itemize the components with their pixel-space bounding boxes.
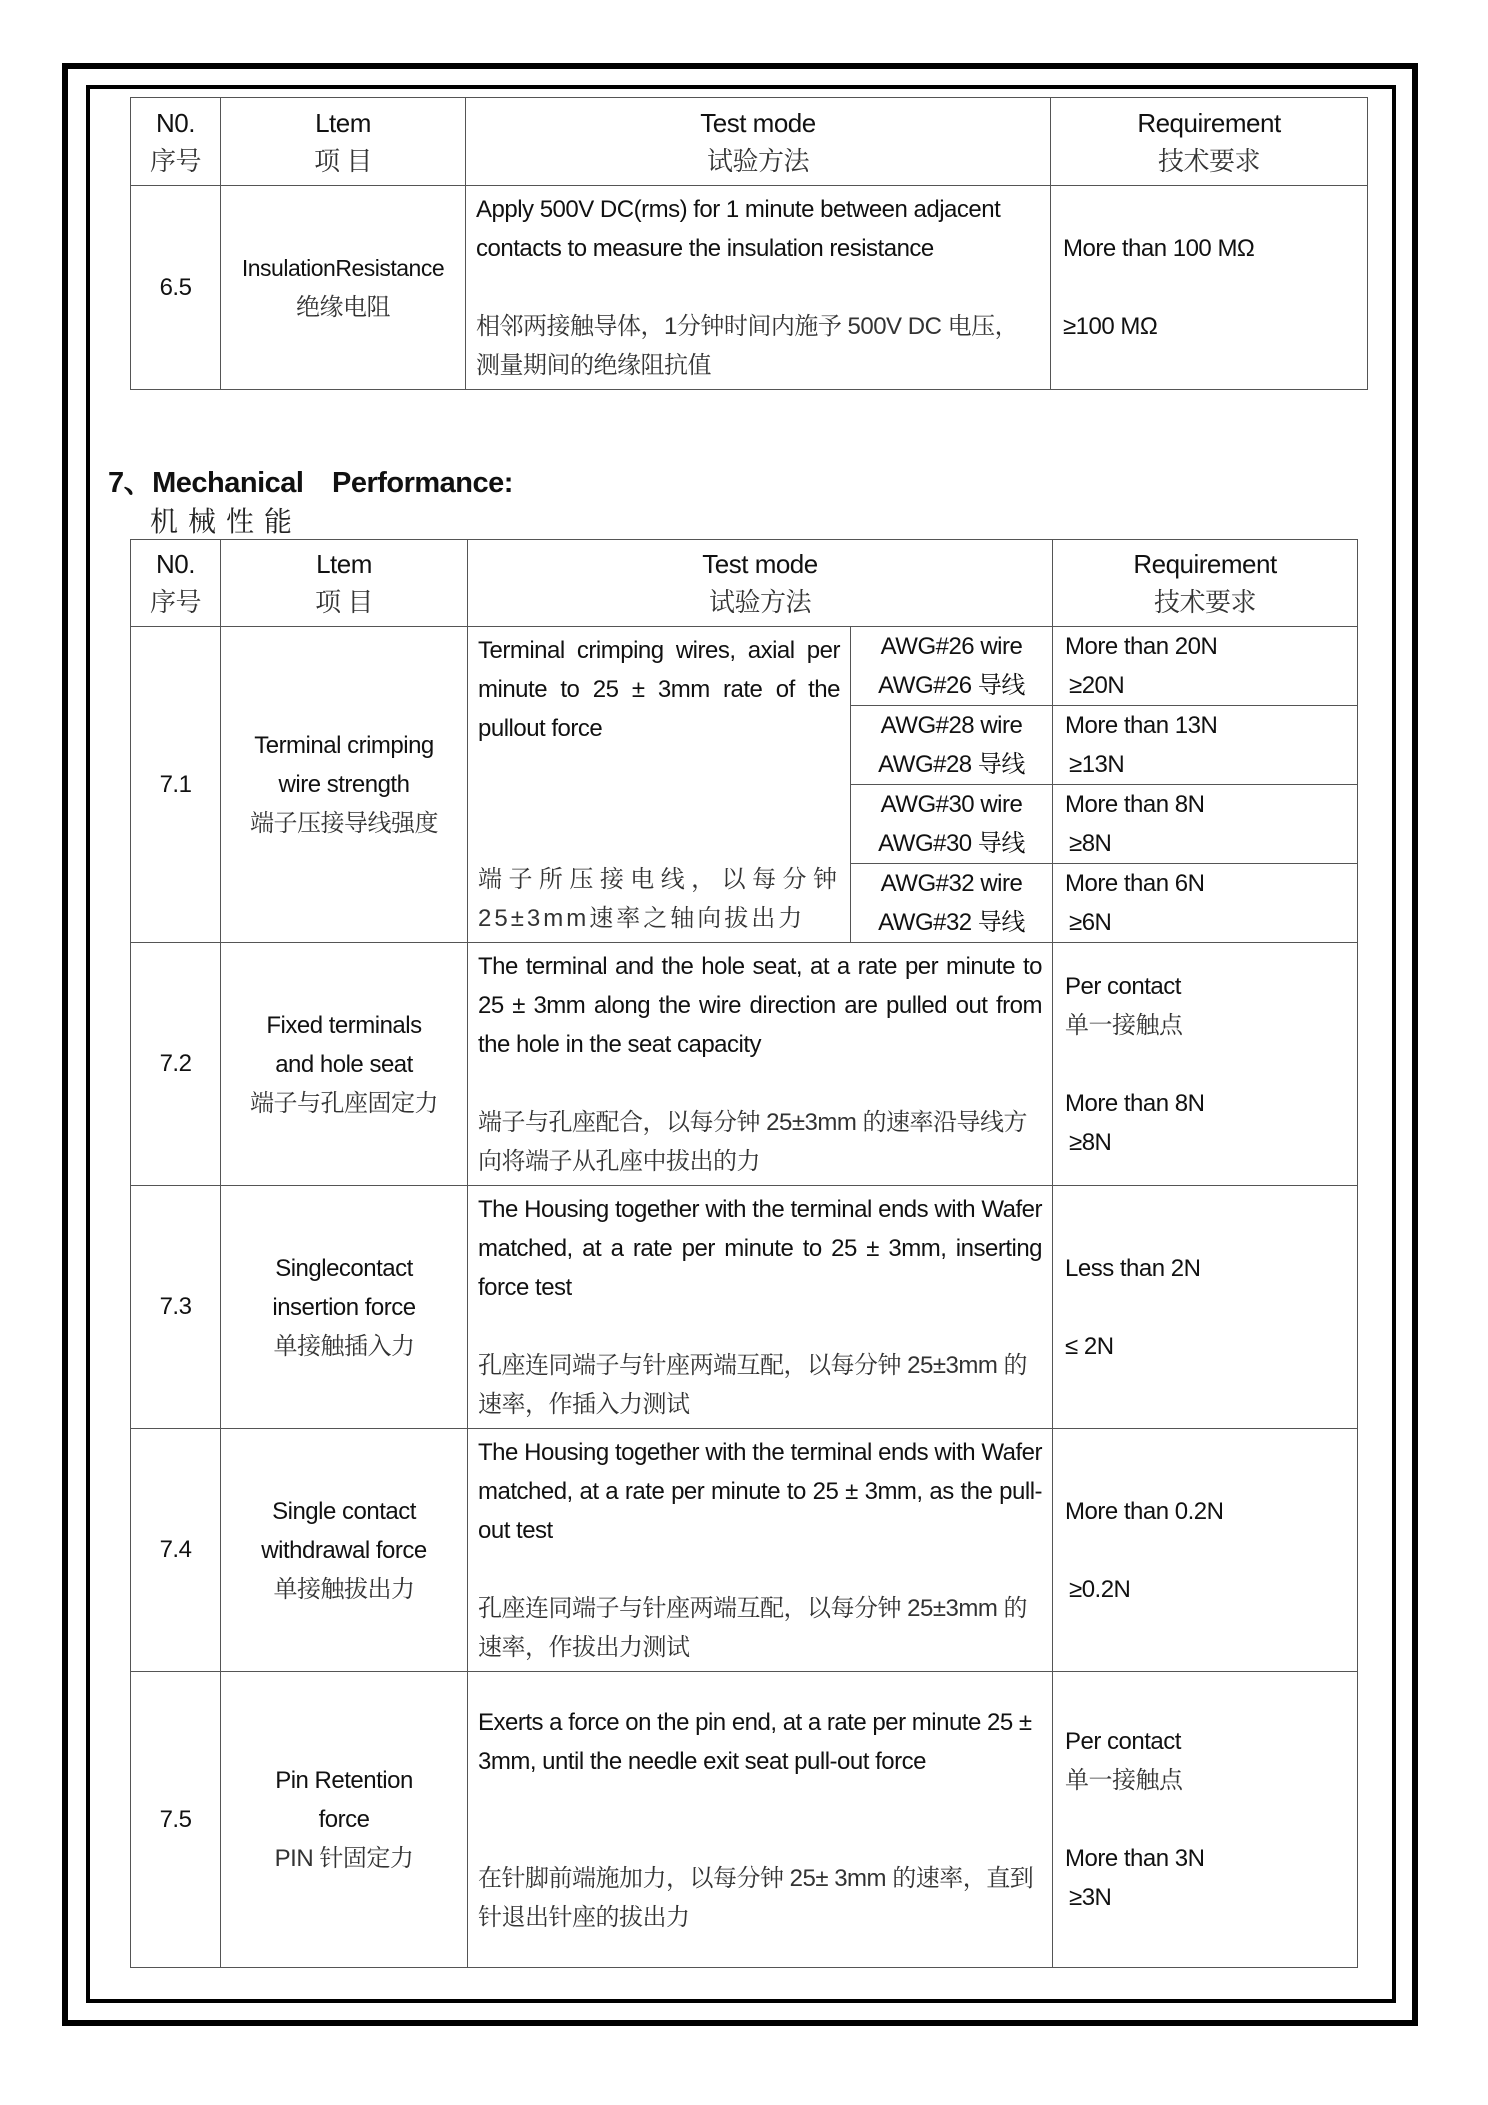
req-awg-26: More than 20N ≥20N bbox=[1053, 627, 1358, 706]
row-requirement: Less than 2N ≤ 2N bbox=[1053, 1186, 1358, 1429]
row-no: 7.2 bbox=[131, 943, 221, 1186]
row-requirement: Per contact 单一接触点 More than 8N ≥8N bbox=[1053, 943, 1358, 1186]
row-item: Single contact withdrawal force 单接触拔出力 bbox=[221, 1429, 468, 1672]
table-header-row bbox=[131, 540, 1358, 627]
table-row bbox=[131, 1672, 1358, 1968]
table-row bbox=[131, 1186, 1358, 1429]
row-requirement: More than 0.2N ≥0.2N bbox=[1053, 1429, 1358, 1672]
header-no: N0. 序号 bbox=[131, 98, 221, 186]
row-requirement: More than 100 MΩ ≥100 MΩ bbox=[1051, 186, 1368, 390]
header-no: N0. 序号 bbox=[131, 540, 221, 627]
row-item: Terminal crimping wire strength 端子压接导线强度 bbox=[221, 627, 468, 943]
req-awg-28: More than 13N ≥13N bbox=[1053, 706, 1358, 785]
row-test-mode: Terminal crimping wires, axial per minute to 25 ± 3mm rate of the pullout force 端子所压接电线，以每分钟25±3mm速率之轴向拔出力 bbox=[468, 627, 851, 943]
section-subtitle: 机械性能 bbox=[150, 506, 303, 537]
row-test-mode: Exerts a force on the pin end, at a rate per minute 25 ± 3mm, until the needle exit seat pull-out force 在针脚前端施加力，以每分钟 25± 3mm 的速率，直到针退出针座的拔出力 bbox=[468, 1672, 1053, 1968]
table-row bbox=[131, 186, 1368, 390]
row-item: Fixed terminals and hole seat 端子与孔座固定力 bbox=[221, 943, 468, 1186]
table-row bbox=[131, 1429, 1358, 1672]
row-test-mode: The Housing together with the terminal ends with Wafer matched, at a rate per minute to 25 ± 3mm, inserting force test 孔座连同端子与针座两端互配，以每分钟 25±3mm 的速率，作插入力测试 bbox=[468, 1186, 1053, 1429]
row-test-mode: Apply 500V DC(rms) for 1 minute between adjacent contacts to measure the insulation resistance 相邻两接触导体，1分钟时间内施予 500V DC 电压，测量期间的绝缘阻抗值 bbox=[466, 186, 1051, 390]
awg-28-cell: AWG#28 wire AWG#28 导线 bbox=[851, 706, 1053, 785]
row-no: 7.5 bbox=[131, 1672, 221, 1968]
electrical-performance-table bbox=[130, 97, 1368, 390]
awg-32-cell: AWG#32 wire AWG#32 导线 bbox=[851, 864, 1053, 943]
table-row bbox=[131, 943, 1358, 1186]
mechanical-performance-table bbox=[130, 539, 1358, 1968]
table-header-row bbox=[131, 98, 1368, 186]
awg-26-cell: AWG#26 wire AWG#26 导线 bbox=[851, 627, 1053, 706]
header-item: Ltem 项 目 bbox=[221, 98, 466, 186]
row-no: 6.5 bbox=[131, 186, 221, 390]
header-requirement: Requirement 技术要求 bbox=[1051, 98, 1368, 186]
row-no: 7.3 bbox=[131, 1186, 221, 1429]
row-item: Singlecontact insertion force 单接触插入力 bbox=[221, 1186, 468, 1429]
row-no: 7.1 bbox=[131, 627, 221, 943]
row-item: Pin Retention force PIN 针固定力 bbox=[221, 1672, 468, 1968]
header-requirement: Requirement 技术要求 bbox=[1053, 540, 1358, 627]
req-awg-30: More than 8N ≥8N bbox=[1053, 785, 1358, 864]
header-test-mode: Test mode 试验方法 bbox=[466, 98, 1051, 186]
awg-30-cell: AWG#30 wire AWG#30 导线 bbox=[851, 785, 1053, 864]
header-item: Ltem 项 目 bbox=[221, 540, 468, 627]
row-no: 7.4 bbox=[131, 1429, 221, 1672]
header-test-mode: Test mode 试验方法 bbox=[468, 540, 1053, 627]
section-title: 7、Mechanical Performance: bbox=[108, 467, 513, 499]
row-item: InsulationResistance 绝缘电阻 bbox=[221, 186, 466, 390]
req-awg-32: More than 6N ≥6N bbox=[1053, 864, 1358, 943]
table-row bbox=[131, 627, 1358, 706]
row-test-mode: The terminal and the hole seat, at a rate per minute to 25 ± 3mm along the wire direction are pulled out from the hole in the seat capacity 端子与孔座配合，以每分钟 25±3mm 的速率沿导线方向将端子从孔座中拔出的力 bbox=[468, 943, 1053, 1186]
row-requirement: Per contact 单一接触点 More than 3N ≥3N bbox=[1053, 1672, 1358, 1968]
row-test-mode: The Housing together with the terminal ends with Wafer matched, at a rate per minute to 25 ± 3mm, as the pull-out test 孔座连同端子与针座两端互配，以每分钟 25±3mm 的速率，作拔出力测试 bbox=[468, 1429, 1053, 1672]
